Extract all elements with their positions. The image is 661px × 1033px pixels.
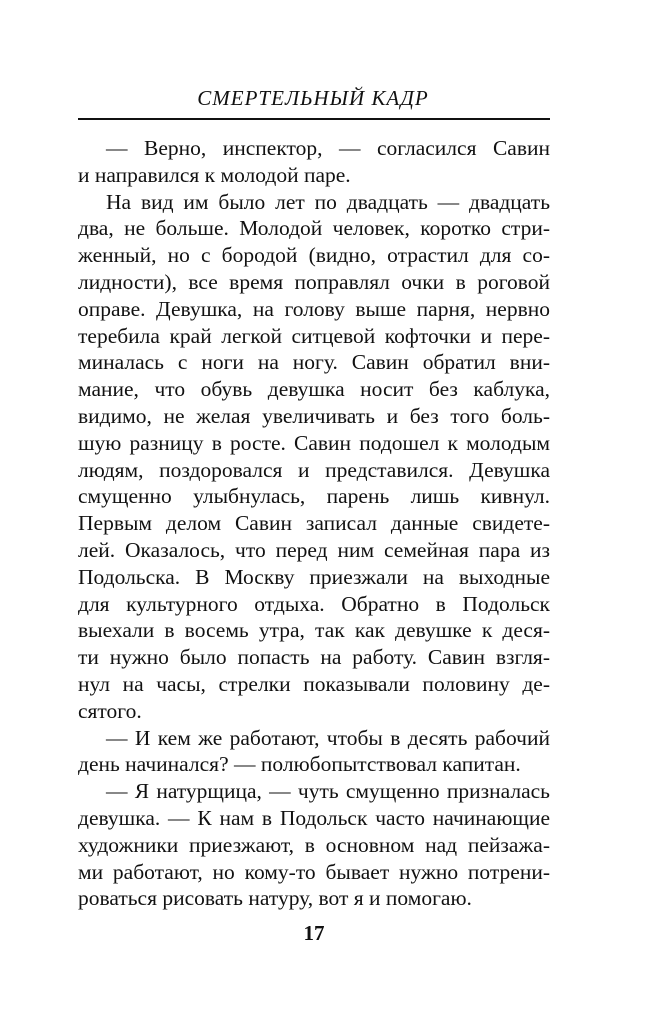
text-line: — Я натурщица, — чуть смущенно призналась <box>106 779 550 804</box>
text-line: выехали в восемь утра, так как девушке к деся- <box>78 618 550 643</box>
text-line: лей. Оказалось, что перед ним семейная пара из <box>78 537 550 562</box>
text-line: женный, но с бородой (видно, отрастил для со- <box>78 243 550 268</box>
text-line: теребила край легкой ситцевой кофточки и пере- <box>78 323 550 348</box>
text-line: ми работают, но кому-то бывает нужно потрени- <box>78 859 550 884</box>
text-line: художники приезжают, в основном над пейзажа- <box>78 832 550 857</box>
text-line: людям, поздоровался и представился. Девушка <box>78 457 550 482</box>
text-line: — Верно, инспектор, — согласился Савин <box>106 136 550 160</box>
text-line: Подольска. В Москву приезжали на выходные <box>78 564 550 589</box>
body-text <box>78 135 550 912</box>
text-line: На вид им было лет по двадцать — двадцать <box>106 189 550 214</box>
text-line: видимо, не желая увеличивать и без того боль- <box>78 403 550 428</box>
text-line: Первым делом Савин записал данные свидете- <box>78 511 550 536</box>
text-line: для культурного отдыха. Обратно в Подольск <box>78 591 550 616</box>
text-line: оправе. Девушка, на голову выше парня, нервно <box>78 296 550 321</box>
text-line: миналась с ноги на ногу. Савин обратил вни- <box>78 350 550 375</box>
text-line: день начинался? — полюбопытствовал капитан. <box>78 752 521 777</box>
text-line: сятого. <box>78 698 142 723</box>
text-line: смущенно улыбнулась, парень лишь кивнул. <box>78 484 550 509</box>
text-line: — И кем же работают, чтобы в десять рабочий <box>106 725 550 750</box>
text-line: мание, что обувь девушка носит без каблука, <box>78 377 550 402</box>
text-line: лидности), все время поправлял очки в роговой <box>78 269 550 294</box>
text-line: и направился к молодой паре. <box>78 162 351 187</box>
text-line: девушка. — К нам в Подольск часто начинающие <box>78 805 550 830</box>
text-line: два, не больше. Молодой человек, коротко стри- <box>78 216 550 241</box>
text-line: шую разницу в росте. Савин подошел к молодым <box>78 430 550 455</box>
text-line: роваться рисовать натуру, вот я и помогаю. <box>78 886 472 911</box>
text-line: нул на часы, стрелки показывали половину де- <box>78 671 550 696</box>
header-rule <box>78 118 550 120</box>
text-line: ти нужно было попасть на работу. Савин взгля- <box>78 645 550 670</box>
running-title: СМЕРТЕЛЬНЫЙ КАДР <box>197 86 429 110</box>
page-number: 17 <box>303 921 325 945</box>
